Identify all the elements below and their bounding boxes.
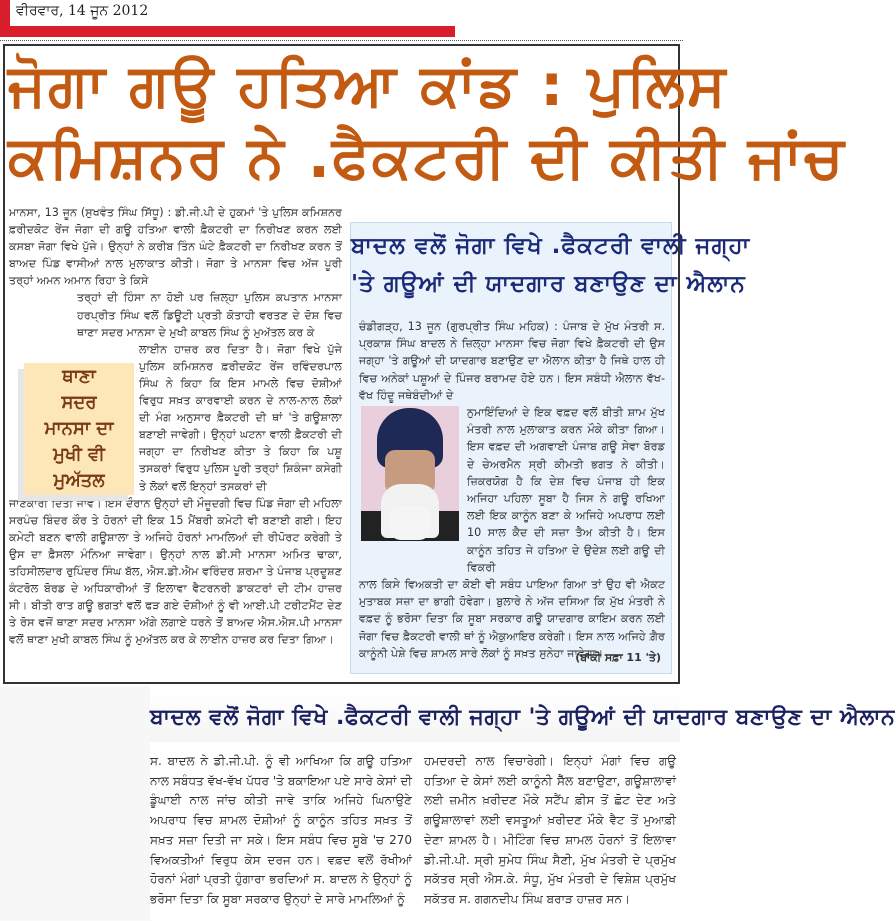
blank-margin: [0, 686, 150, 921]
main-headline-line-1: ਜੋਗਾ ਗਊ ਹਤਿਆ ਕਾਂਡ : ਪੁਲਿਸ: [8, 51, 728, 119]
dateline: ਵੀਰਵਾਰ, 14 ਜੂਨ 2012: [16, 3, 149, 19]
main-body-indent: ਤਰ੍ਹਾਂ ਦੀ ਹਿੰਸਾ ਨਾ ਹੋਈ ਪਰ ਜ਼ਿਲ੍ਹਾ ਪੁਲਿਸ ਕਪਤਾਨ ਮਾਨਸਾ ਹਰਪ੍ਰੀਤ ਸਿੰਘ ਵਲੋਂ ਡਿਊਟੀ ਪ੍ਰਤੀ ਕੋਤਾਹੀ ਵਰਤਣ ਦੇ ਦੋਸ਼ ਵਿਚ ਥਾਣਾ ਸਦਰ ਮਾਨਸਾ ਦੇ ਮੁਖੀ ਕਾਬਲ ਸਿੰਘ ਨੂੰ ਮੁਅੱਤਲ ਕਰ ਕੇ: [77, 291, 342, 339]
pull-quote-line: ਥਾਣਾ: [62, 366, 96, 387]
pull-quote-line: ਸਦਰ: [61, 392, 97, 413]
pull-quote-line: ਮੁਖੀ ਵੀ: [53, 444, 105, 465]
continuation-column-1: ਸ. ਬਾਦਲ ਨੇ ਡੀ.ਜੀ.ਪੀ. ਨੂੰ ਵੀ ਆਖਿਆ ਕਿ ਗਊ ਹਤਿਆ ਨਾਲ ਸਬੰਧਤ ਵੱਖ-ਵੱਖ ਪੱਧਰ 'ਤੇ ਬਕਾਇਆ ਪਏ ਸਾਰੇ ਕੇਸਾਂ ਦੀ ਡੂੰਘਾਈ ਨਾਲ ਜਾਂਚ ਕੀਤੀ ਜਾਵੇ ਤਾਕਿ ਅਜਿਹੇ ਘਿਨਾਉਣੇ ਅਪਰਾਧ ਵਿਚ ਸ਼ਾਮਲ ਦੋਸ਼ੀਆਂ ਨੂੰ ਕਾਨੂੰਨ ਤਹਿਤ ਸਖ਼ਤ ਤੋਂ ਸਖ਼ਤ ਸਜ਼ਾ ਦਿਤੀ ਜਾ ਸਕੇ। ਇਸ ਸਬੰਧ ਵਿਚ ਸੂਬੇ 'ਚ 270 ਵਿਅਕਤੀਆਂ ਵਿਰੁਧ ਕੇਸ ਦਰਜ ਹਨ। ਵਫ਼ਦ ਵਲੋਂ ਰੱਖੀਆਂ ਹੋਰਨਾਂ ਮੰਗਾਂ ਪ੍ਰਤੀ ਹੁੰਗਾਰਾ ਭਰਦਿਆਂ ਸ. ਬਾਦਲ ਨੇ ਉਨ੍ਹਾਂ ਨੂੰ ਭਰੋਸਾ ਦਿਤਾ ਕਿ ਸੂਬਾ ਸਰਕਾਰ ਉਨ੍ਹਾਂ ਦੇ ਸਾਰੇ ਮਾਮਲਿਆਂ ਨੂੰ: [150, 754, 412, 906]
side-body-wrap: ਨੁਮਾਇੰਦਿਆਂ ਦੇ ਇਕ ਵਫ਼ਦ ਵਲੋਂ ਬੀਤੀ ਸ਼ਾਮ ਮੁੱਖ ਮੰਤਰੀ ਨਾਲ ਮੁਲਾਕਾਤ ਕਰਨ ਮੌਕੇ ਕੀਤਾ ਗਿਆ। ਇਸ ਵਫ਼ਦ ਦੀ ਅਗਵਾਈ ਪੰਜਾਬ ਗਊ ਸੇਵਾ ਬੋਰਡ ਦੇ ਚੇਅਰਮੈਨ ਸ੍ਰੀ ਕੀਮਤੀ ਭਗਤ ਨੇ ਕੀਤੀ। ਜ਼ਿਕਰਯੋਗ ਹੈ ਕਿ ਦੇਸ਼ ਵਿਚ ਪੰਜਾਬ ਹੀ ਇਕ ਅਜਿਹਾ ਪਹਿਲਾ ਸੂਬਾ ਹੈ ਜਿਸ ਨੇ ਗਊ ਰਖਿਆ ਲਈ ਇਕ ਕਾਨੂੰਨ ਬਣਾ ਕੇ ਅਜਿਹੇ ਅਪਰਾਧ ਲਈ 10 ਸਾਲ ਕੈਦ ਦੀ ਸਜ਼ਾ ਤੈਅ ਕੀਤੀ ਹੈ। ਇਸ ਕਾਨੂੰਨ ਤਹਿਤ ਜੇ ਹਤਿਆ ਦੇ ਉਦੇਸ਼ ਲਈ ਗਊ ਦੀ ਵਿਕਰੀ: [467, 406, 665, 574]
date-bar-underline: [0, 26, 455, 37]
side-story-box: [350, 222, 751, 674]
continued-on-page-link[interactable]: (ਬਾਕੀ ਸਫ਼ਾ 11 'ਤੇ): [575, 651, 661, 664]
main-body-wrap: ਲਾਈਨ ਹਾਜ਼ਰ ਕਰ ਦਿਤਾ ਹੈ। ਜੋਗਾ ਵਿਖੇ ਪੁੱਜੇ ਪੁਲਿਸ ਕਮਿਸ਼ਨਰ ਫ਼ਰੀਦਕੋਟ ਰੇਂਜ ਰਵਿੰਦਰਪਾਲ ਸਿੰਘ ਨੇ ਕਿਹਾ ਕਿ ਇਸ ਮਾਮਲੇ ਵਿਚ ਦੋਸ਼ੀਆਂ ਵਿਰੁਧ ਸਖ਼ਤ ਕਾਰਵਾਈ ਕਰਨ ਦੇ ਨਾਲ-ਨਾਲ ਲੋਕਾਂ ਦੀ ਮੰਗ ਅਨੁਸਾਰ ਫ਼ੈਕਟਰੀ ਦੀ ਥਾਂ 'ਤੇ ਗਊਸ਼ਾਲਾ ਬਣਾਈ ਜਾਵੇਗੀ। ਉਨ੍ਹਾਂ ਘਟਨਾ ਵਾਲੀ ਫ਼ੈਕਟਰੀ ਦੀ ਜਗ੍ਹਾ ਦਾ ਨਿਰੀਖਣ ਕੀਤਾ ਤੇ ਕਿਹਾ ਕਿ ਪਸ਼ੂ ਤਸਕਰਾਂ ਵਿਰੁਧ ਪੁਲਿਸ ਪੂਰੀ ਤਰ੍ਹਾਂ ਸ਼ਿਕੰਜਾ ਕਸੇਗੀ ਤੇ ਲੋਕਾਂ ਵਲੋਂ ਇਨ੍ਹਾਂ ਤਸਕਰਾਂ ਦੀ: [139, 342, 342, 493]
pull-quote: [24, 363, 134, 495]
side-body-top: ਚੰਡੀਗੜ੍ਹ, 13 ਜੂਨ (ਗੁਰਪ੍ਰੀਤ ਸਿੰਘ ਮਹਿਕ) : ਪੰਜਾਬ ਦੇ ਮੁੱਖ ਮੰਤਰੀ ਸ. ਪ੍ਰਕਾਸ਼ ਸਿੰਘ ਬਾਦਲ ਨੇ ਜ਼ਿਲ੍ਹਾ ਮਾਨਸਾ ਵਿਚ ਜੋਗਾ ਵਿਖੇ ਫ਼ੈਕਟਰੀ ਦੀ ਉਸ ਜਗ੍ਹਾ 'ਤੇ ਗਊਆਂ ਦੀ ਯਾਦਗਾਰ ਬਣਾਉਣ ਦਾ ਐਲਾਨ ਕੀਤਾ ਹੈ ਜਿਥੇ ਹਾਲ ਹੀ ਵਿਚ ਅਨੇਕਾਂ ਪਸ਼ੂਆਂ ਦੇ ਪਿੰਜਰ ਬਰਾਮਦ ਹੋਏ ਹਨ। ਇਸ ਸਬੰਧੀ ਐਲਾਨ ਵੱਖ-ਵੱਖ ਹਿੰਦੂ ਜਥੇਬੰਦੀਆਂ ਦੇ: [359, 320, 665, 402]
side-body-bottom: ਨਾਲ ਕਿਸੇ ਵਿਅਕਤੀ ਦਾ ਕੋਈ ਵੀ ਸਬੰਧ ਪਾਇਆ ਗਿਆ ਤਾਂ ਉਹ ਵੀ ਐਕਟ ਮੁਤਾਬਕ ਸਜ਼ਾ ਦਾ ਭਾਗੀ ਹੋਵੇਗਾ। ਬੁਲਾਰੇ ਨੇ ਅੱਜ ਦਸਿਆ ਕਿ ਮੁੱਖ ਮੰਤਰੀ ਨੇ ਵਫ਼ਦ ਨੂੰ ਭਰੋਸਾ ਦਿਤਾ ਕਿ ਸੂਬਾ ਸਰਕਾਰ ਗਊ ਯਾਦਗਾਰ ਕਾਇਮ ਕਰਨ ਲਈ ਜੋਗਾ ਵਿਚ ਫ਼ੈਕਟਰੀ ਵਾਲੀ ਥਾਂ ਨੂੰ ਐਕੁਆਇਰ ਕਰੇਗੀ। ਇਸ ਨਾਲ ਅਜਿਹੇ ਗ਼ੈਰ ਕਾਨੂੰਨੀ ਪੇਸ਼ੇ ਵਿਚ ਸ਼ਾਮਲ ਸਾਰੇ ਲੋਕਾਂ ਨੂੰ ਸਖ਼ਤ ਸੁਨੇਹਾ ਜਾਵੇਗਾ।: [359, 578, 665, 660]
main-body-bottom: ਜਾਣਕਾਰੀ ਦਿਤੀ ਜਾਵੇ। ਇਸ ਦੌਰਾਨ ਉਨ੍ਹਾਂ ਦੀ ਮੌਜੂਦਗੀ ਵਿਚ ਪਿੰਡ ਜੋਗਾ ਦੀ ਮਹਿਲਾ ਸਰਪੰਚ ਬਿੰਦਰ ਕੌਰ ਤੇ ਹੋਰਨਾਂ ਦੀ ਇਕ 15 ਮੈਂਬਰੀ ਕਮੇਟੀ ਵੀ ਬਣਾਈ ਗਈ। ਇਹ ਕਮੇਟੀ ਬਣਨ ਵਾਲੀ ਗਊਸ਼ਾਲਾ ਤੇ ਅਜਿਹੇ ਹੋਰਨਾਂ ਮਾਮਲਿਆਂ ਦੀ ਰੀਪੋਰਟ ਕਰੇਗੀ ਤੇ ਉਸ ਦਾ ਫ਼ੈਸਲਾ ਮੰਨਿਆ ਜਾਵੇਗਾ। ਉਨ੍ਹਾਂ ਨਾਲ ਡੀ.ਸੀ ਮਾਨਸਾ ਅਮਿਤ ਢਾਕਾ, ਤਹਿਸੀਲਦਾਰ ਰੁਪਿੰਦਰ ਸਿੰਘ ਬੱਲ, ਐਸ.ਡੀ.ਐਮ ਵਰਿੰਦਰ ਸ਼ਰਮਾ ਤੇ ਪੰਜਾਬ ਪ੍ਰਦੂਸ਼ਣ ਕੰਟਰੋਲ ਬੋਰਡ ਦੇ ਅਧਿਕਾਰੀਆਂ ਤੋਂ ਇਲਾਵਾ ਵੈਟਰਨਰੀ ਡਾਕਟਰਾਂ ਦੀ ਟੀਮ ਹਾਜ਼ਰ ਸੀ। ਬੀਤੀ ਰਾਤ ਗਊ ਭਗਤਾਂ ਵਲੋਂ ਫੜ ਗਏ ਦੋਸ਼ੀਆਂ ਨੂੰ ਵੀ ਆਈ.ਪੀ ਟਰੀਟਮੈਂਟ ਦੇਣ ਤੇ ਰੋਸ ਵਜੋਂ ਥਾਣਾ ਸਦਰ ਮਾਨਸਾ ਅੱਗੇ ਲਗਾਏ ਧਰਨੇ ਤੋਂ ਬਾਅਦ ਐਸ.ਐਸ.ਪੀ ਮਾਨਸਾ ਵਲੋਂ ਥਾਣਾ ਮੁਖੀ ਕਾਬਲ ਸਿੰਘ ਨੂੰ ਮੁਅੱਤਲ ਕਰ ਕੇ ਲਾਈਨ ਹਾਜ਼ਰ ਕਰ ਦਿਤਾ ਗਿਆ।: [9, 496, 342, 647]
portrait-photo: [361, 406, 459, 538]
pull-quote-line: ਮਾਨਸਾ ਦਾ: [44, 418, 114, 439]
date-strip: [0, 0, 460, 37]
main-body-top: ਮਾਨਸਾ, 13 ਜੂਨ (ਸੁਖਵੰਤ ਸਿੰਘ ਸਿੱਧੂ) : ਡੀ.ਜੀ.ਪੀ ਦੇ ਹੁਕਮਾਂ 'ਤੇ ਪੁਲਿਸ ਕਮਿਸ਼ਨਰ ਫ਼ਰੀਦਕੋਟ ਰੇਂਜ ਜੋਗਾ ਦੀ ਗਊ ਹਤਿਆ ਵਾਲੀ ਫ਼ੈਕਟਰੀ ਦਾ ਨਿਰੀਖਣ ਕਰਨ ਲਈ ਕਸਬਾ ਜੋਗਾ ਵਿਖੇ ਪੁੱਜੇ। ਉਨ੍ਹਾਂ ਨੇ ਕਰੀਬ ਤਿੰਨ ਘੰਟੇ ਫ਼ੈਕਟਰੀ ਦਾ ਨਿਰੀਖਣ ਕਰਨ ਤੋਂ ਬਾਅਦ ਪਿੰਡ ਵਾਸੀਆਂ ਨਾਲ ਮੁਲਾਕਾਤ ਕੀਤੀ। ਜੋਗਾ ਤੇ ਮਾਨਸਾ ਵਿਚ ਅੱਜ ਪੂਰੀ ਤਰ੍ਹਾਂ ਅਮਨ ਅਮਾਨ ਰਿਹਾ ਤੇ ਕਿਸੇ: [9, 206, 342, 288]
dotted-divider: [0, 40, 683, 41]
main-headline-line-2: ਕਮਿਸ਼ਨਰ ਨੇ .ਫੈਕਟਰੀ ਦੀ ਕੀਤੀ ਜਾਂਚ: [8, 123, 846, 191]
side-headline-line-1: ਬਾਦਲ ਵਲੋਂ ਜੋਗਾ ਵਿਖੇ .ਫੈਕਟਰੀ ਵਾਲੀ ਜਗ੍ਹਾ: [351, 233, 751, 259]
continuation-column-2: ਹਮਦਰਦੀ ਨਾਲ ਵਿਚਾਰੇਗੀ। ਇਨ੍ਹਾਂ ਮੰਗਾਂ ਵਿਚ ਗਊ ਹਤਿਆ ਦੇ ਕੇਸਾਂ ਲਈ ਕਾਨੂੰਨੀ ਸੈੱਲ ਬਣਾਉਣਾ, ਗਊਸ਼ਾਲਾਵਾਂ ਲਈ ਜ਼ਮੀਨ ਖ਼ਰੀਦਣ ਮੌਕੇ ਸਟੈਂਪ ਫ਼ੀਸ ਤੋਂ ਛੋਟ ਦੇਣ ਅਤੇ ਗਊਸ਼ਾਲਾਵਾਂ ਲਈ ਵਸਤੂਆਂ ਖ਼ਰੀਦਣ ਮੌਕੇ ਵੈਟ ਤੋਂ ਮੁਆਫ਼ੀ ਦੇਣਾ ਸ਼ਾਮਲ ਹੈ। ਮੀਟਿੰਗ ਵਿਚ ਸ਼ਾਮਲ ਹੋਰਨਾਂ ਤੋਂ ਇਲਾਵਾ ਡੀ.ਜੀ.ਪੀ. ਸ੍ਰੀ ਸੁਮੇਧ ਸਿੰਘ ਸੈਣੀ, ਮੁੱਖ ਮੰਤਰੀ ਦੇ ਪ੍ਰਮੁੱਖ ਸਕੱਤਰ ਸ੍ਰੀ ਐਸ.ਕੇ. ਸੰਧੂ, ਮੁੱਖ ਮੰਤਰੀ ਦੇ ਵਿਸ਼ੇਸ਼ ਪ੍ਰਮੁੱਖ ਸਕੱਤਰ ਸ. ਗਗਨਦੀਪ ਸਿੰਘ ਬਰਾੜ ਹਾਜ਼ਰ ਸਨ।: [424, 754, 676, 906]
continuation-headline: ਬਾਦਲ ਵਲੋਂ ਜੋਗਾ ਵਿਖੇ .ਫੈਕਟਰੀ ਵਾਲੀ ਜਗ੍ਹਾ 'ਤੇ ਗਊਆਂ ਦੀ ਯਾਦਗਾਰ ਬਣਾਉਣ ਦਾ ਐਲਾਨ: [150, 694, 680, 742]
pull-quote-line: ਮੁਅੱਤਲ: [53, 470, 105, 491]
photo-beard-lower: [389, 506, 431, 540]
side-headline-line-2: 'ਤੇ ਗਊਆਂ ਦੀ ਯਾਦਗਾਰ ਬਣਾਉਣ ਦਾ ਐਲਾਨ: [351, 271, 746, 297]
